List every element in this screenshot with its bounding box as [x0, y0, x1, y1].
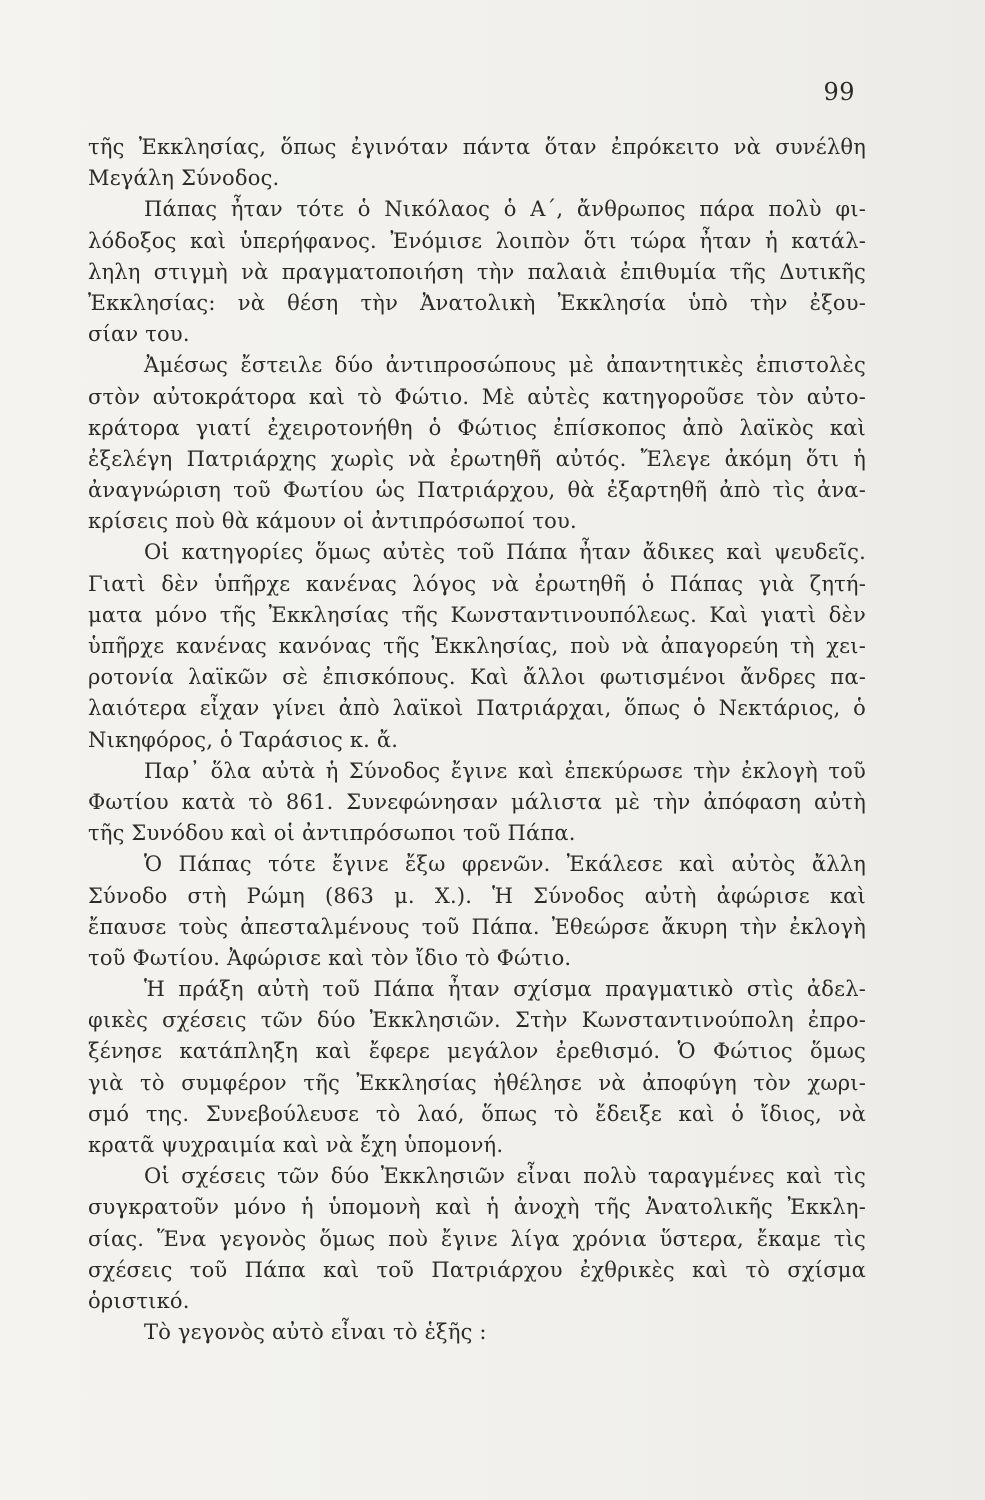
text-line: Τὸ γεγονὸς αὐτὸ εἶναι τὸ ἑξῆς :	[144, 1320, 487, 1345]
text-line: συγκρατοῦν μόνο ἡ ὑπομονὴ καὶ ἡ ἀνοχὴ τῆς Ἀνατολικῆς Ἐκκλη-	[88, 1195, 866, 1220]
text-line: λαιότερα εἶχαν γίνει ἀπὸ λαϊκοὶ Πατριάρχαι, ὅπως ὁ Νεκτάριος, ὁ	[88, 696, 866, 721]
text-line: Ἡ πράξη αὐτὴ τοῦ Πάπα ἦταν σχίσμα πραγματικὸ στὶς ἀδελ-	[144, 977, 866, 1002]
text-line: σίαν του.	[88, 322, 190, 347]
text-line: τῆς Ἐκκλησίας, ὅπως ἐγινόταν πάντα ὅταν ἐπρόκειτο νὰ συνέλθη	[88, 135, 866, 159]
text-line: ὁριστικό.	[88, 1288, 190, 1313]
text-line: Σύνοδο στὴ Ρώμη (863 μ. Χ.). Ἡ Σύνοδος αὐτὴ ἀφώρισε καὶ	[88, 883, 866, 908]
text-line: Οἱ σχέσεις τῶν δύο Ἐκκλησιῶν εἶναι πολὺ ταραγμένες καὶ τὶς	[144, 1164, 866, 1189]
text-line: φικὲς σχέσεις τῶν δύο Ἐκκλησιῶν. Στὴν Κωνσταντινούπολη ἐπρο-	[88, 1008, 866, 1033]
text-line: κρατᾶ ψυχραιμία καὶ νὰ ἔχη ὑπομονή.	[88, 1133, 504, 1157]
text-line: τῆς Συνόδου καὶ οἱ ἀντιπρόσωποι τοῦ Πάπα.	[88, 821, 576, 846]
text-line: Μεγάλη Σύνοδος.	[88, 166, 280, 191]
text-line: τοῦ Φωτίου. Ἀφώρισε καὶ τὸν ἴδιο τὸ Φώτιο.	[88, 945, 572, 970]
text-line: Ἀμέσως ἔστειλε δύο ἀντιπροσώπους μὲ ἀπαντητικὲς ἐπιστολὲς	[144, 353, 866, 378]
text-line: ματα μόνο τῆς Ἐκκλησίας τῆς Κωνσταντινουπόλεως. Καὶ γιατὶ δὲν	[88, 602, 866, 627]
text-line: ληλη στιγμὴ νὰ πραγματοποιήση τὴν παλαιὰ ἐπιθυμία τῆς Δυτικῆς	[88, 259, 866, 284]
body-text	[88, 132, 866, 1348]
text-line: ξένησε κατάπληξη καὶ ἔφερε μεγάλον ἐρεθισμό. Ὁ Φώτιος ὅμως	[88, 1039, 866, 1064]
text-line: Φωτίου κατὰ τὸ 861. Συνεφώνησαν μάλιστα μὲ τὴν ἀπόφαση αὐτὴ	[88, 789, 866, 814]
text-line: λόδοξος καὶ ὑπερήφανος. Ἐνόμισε λοιπὸν ὅτι τώρα ἦταν ἡ κατάλ-	[88, 228, 866, 253]
text-line: γιὰ τὸ συμφέρον τῆς Ἐκκλησίας ἠθέλησε νὰ ἀποφύγη τὸν χωρι-	[88, 1070, 866, 1095]
text-line: Ὁ Πάπας τότε ἔγινε ἔξω φρενῶν. Ἐκάλεσε καὶ αὐτὸς ἄλλη	[144, 852, 866, 877]
text-line: ἐξελέγη Πατριάρχης χωρὶς νὰ ἐρωτηθῆ αὐτός. Ἔλεγε ἀκόμη ὅτι ἡ	[88, 446, 866, 471]
text-line: ἀναγνώριση τοῦ Φωτίου ὡς Πατριάρχου, θὰ ἐξαρτηθῆ ἀπὸ τὶς ἀνα-	[88, 478, 866, 503]
text-line: Παρ᾿ ὅλα αὐτὰ ἡ Σύνοδος ἔγινε καὶ ἐπεκύρωσε τὴν ἐκλογὴ τοῦ	[144, 758, 866, 783]
text-line: σχέσεις τοῦ Πάπα καὶ τοῦ Πατριάρχου ἐχθρικὲς καὶ τὸ σχίσμα	[88, 1257, 866, 1282]
text-line: στὸν αὐτοκράτορα καὶ τὸ Φώτιο. Μὲ αὐτὲς κατηγοροῦσε τὸν αὐτο-	[88, 384, 866, 409]
text-line: κρίσεις ποὺ θὰ κάμουν οἱ ἀντιπρόσωποί του.	[88, 509, 577, 534]
text-line: Πάπας ἦταν τότε ὁ Νικόλαος ὁ Α΄, ἄνθρωπος πάρα πολὺ φι-	[144, 197, 866, 222]
text-line: Ἐκκλησίας: νὰ θέση τὴν Ἀνατολικὴ Ἐκκλησία ὑπὸ τὴν ἐξου-	[88, 290, 866, 315]
text-line: σίας. Ἕνα γεγονὸς ὅμως ποὺ ἔγινε λίγα χρόνια ὕστερα, ἔκαμε τὶς	[88, 1226, 866, 1251]
text-line: ἔπαυσε τοὺς ἀπεσταλμένους τοῦ Πάπα. Ἐθεώρσε ἄκυρη τὴν ἐκλογὴ	[88, 914, 866, 939]
page-number: 99	[823, 78, 855, 106]
text-line: Γιατὶ δὲν ὑπῆρχε κανένας λόγος νὰ ἐρωτηθῆ ὁ Πάπας γιὰ ζητή-	[88, 571, 866, 596]
text-line: Οἱ κατηγορίες ὅμως αὐτὲς τοῦ Πάπα ἦταν ἄδικες καὶ ψευδεῖς.	[144, 540, 866, 565]
text-line: ροτονία λαϊκῶν σὲ ἐπισκόπους. Καὶ ἄλλοι φωτισμένοι ἄνδρες πα-	[88, 665, 866, 690]
text-line: ὑπῆρχε κανένας κανόνας τῆς Ἐκκλησίας, ποὺ νὰ ἀπαγορεύη τὴ χει-	[88, 634, 866, 658]
text-line: σμό της. Συνεβούλευσε τὸ λαό, ὅπως τὸ ἔδειξε καὶ ὁ ἴδιος, νὰ	[88, 1101, 866, 1126]
text-line: Νικηφόρος, ὁ Ταράσιος κ. ἄ.	[88, 727, 399, 752]
text-line: κράτορα γιατί ἐχειροτονήθη ὁ Φώτιος ἐπίσκοπος ἀπὸ λαϊκὸς καὶ	[88, 415, 866, 440]
